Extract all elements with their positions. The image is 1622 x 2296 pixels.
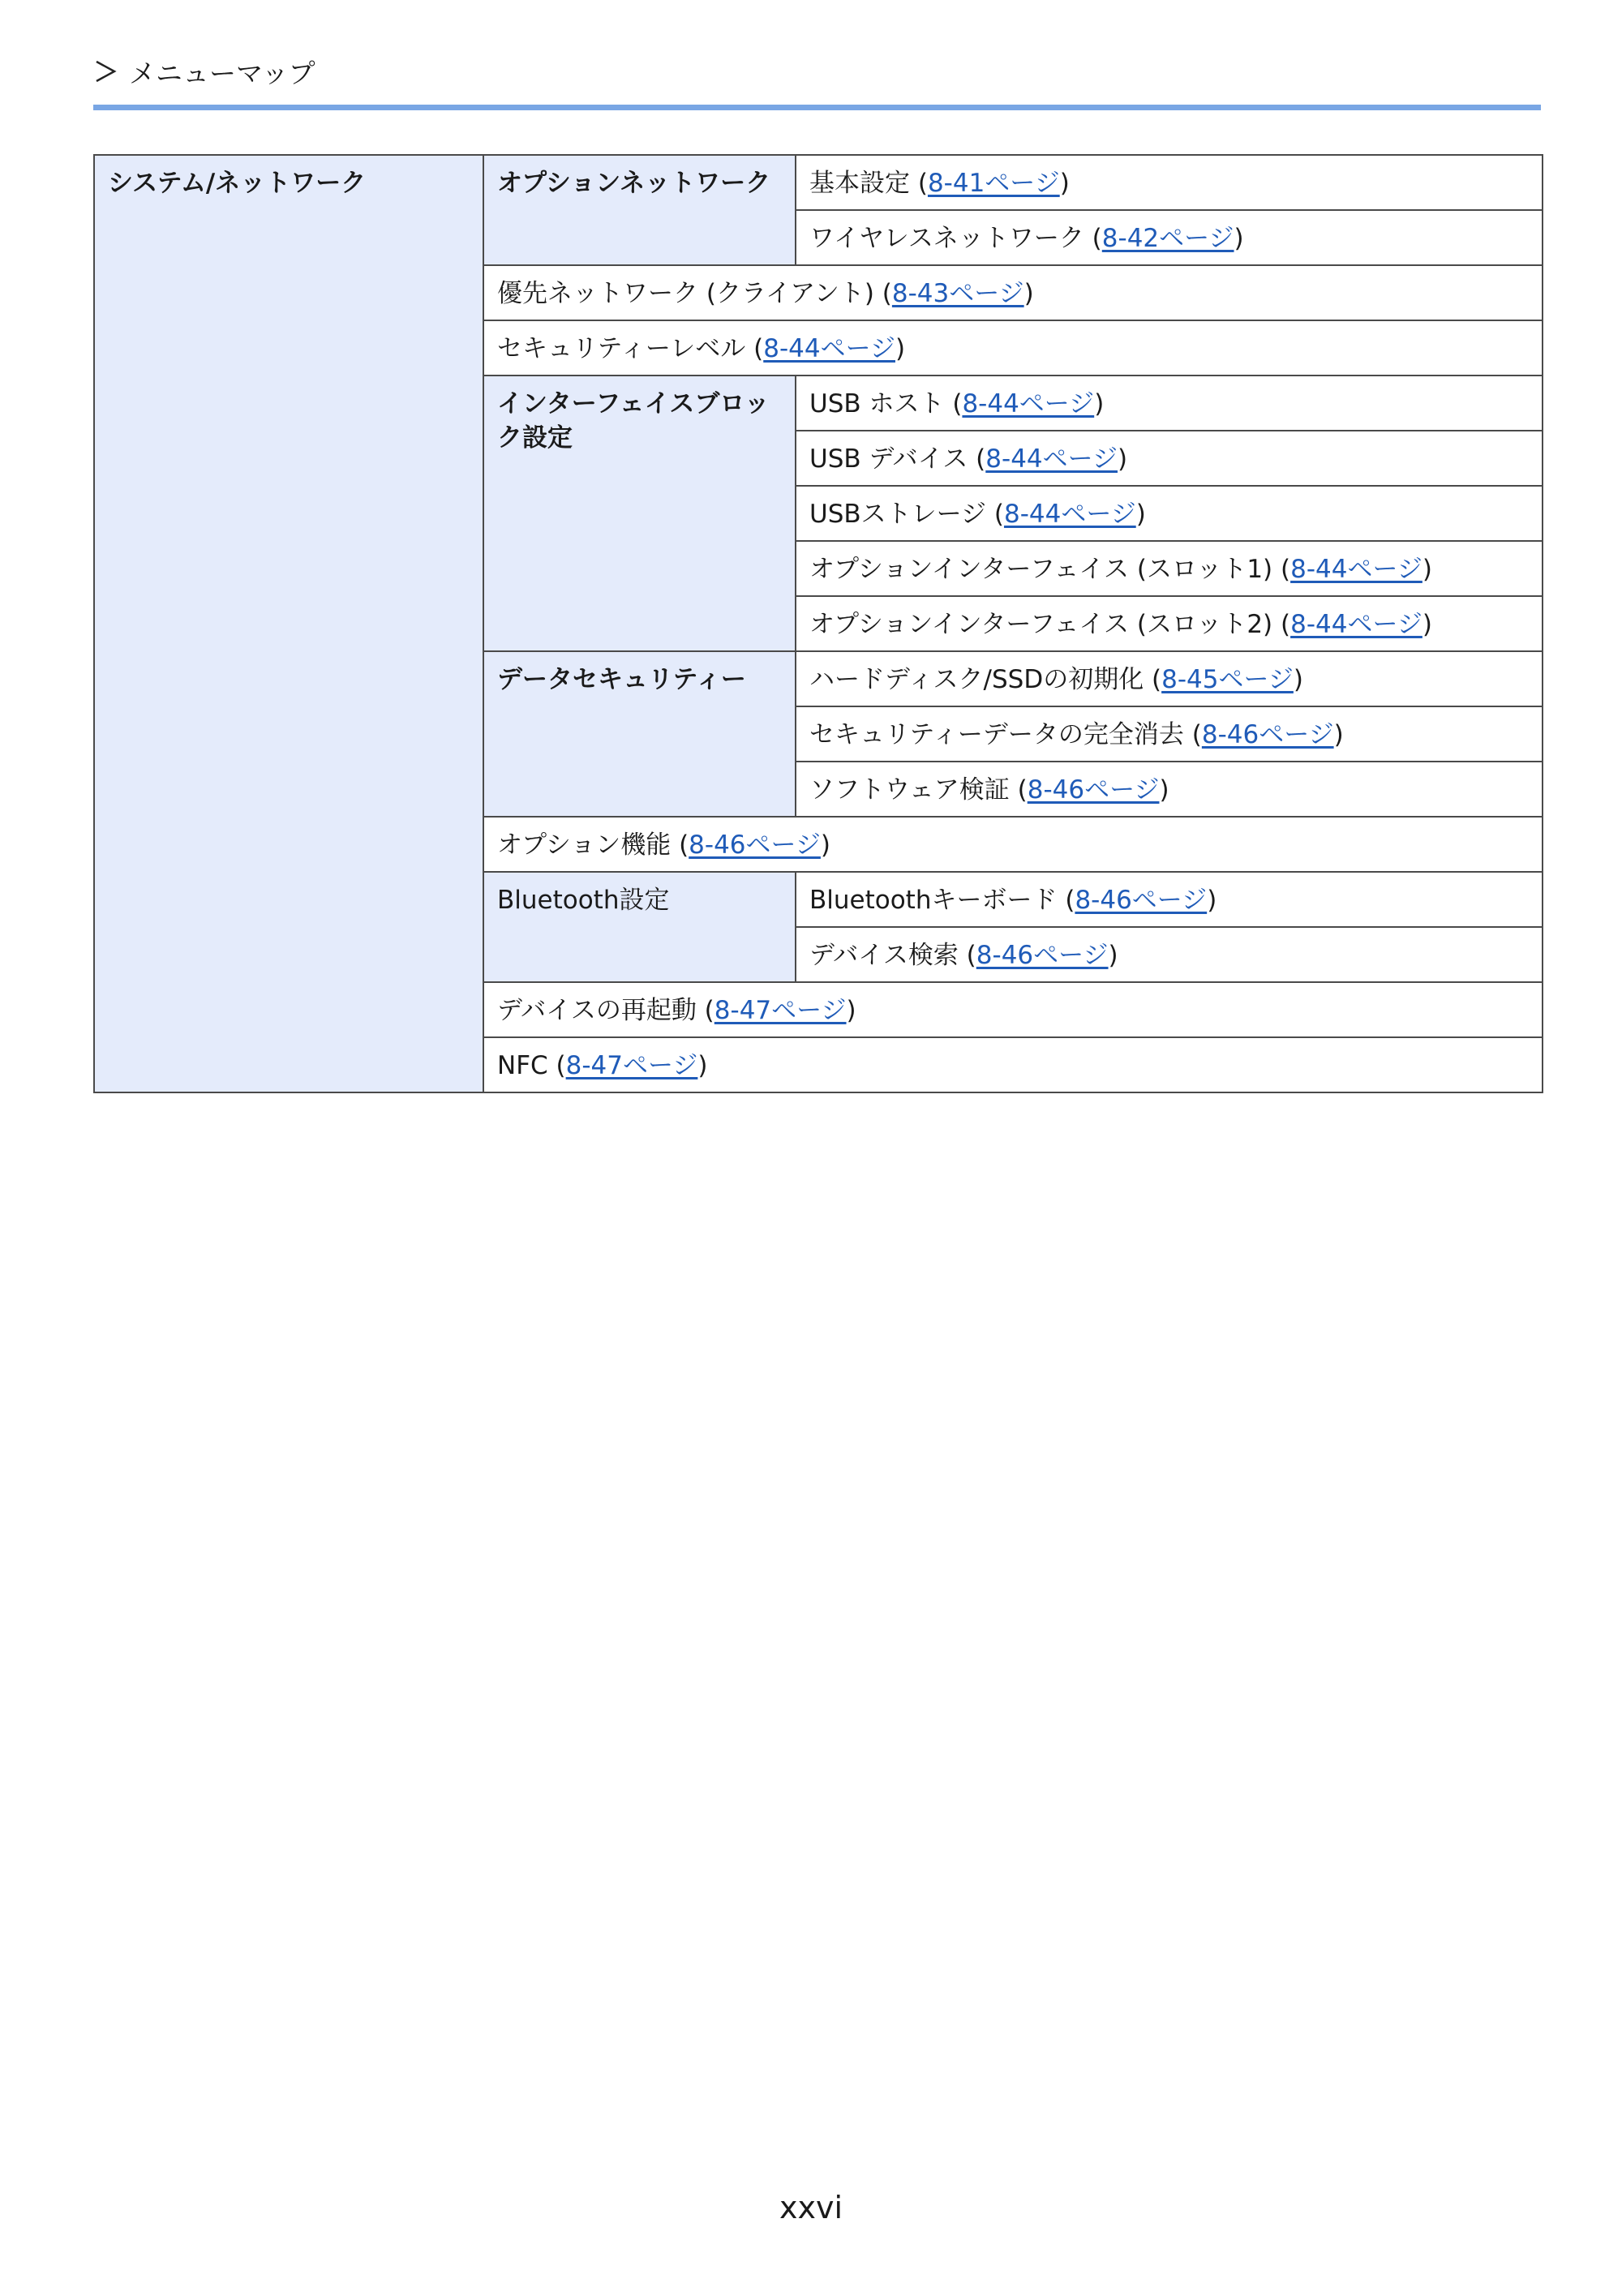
paren-close: ) (820, 830, 831, 860)
page-ref-link[interactable]: 8-44ページ (1003, 500, 1136, 529)
breadcrumb (93, 52, 315, 91)
page-ref-link[interactable]: 8-44ページ (985, 444, 1118, 474)
page-ref-link[interactable]: 8-47ページ (714, 996, 847, 1025)
menu-item-label: セキュリティーレベル ( (497, 334, 764, 363)
menu-item-cell (483, 1037, 1543, 1092)
page-ref-link[interactable]: 8-44ページ (1290, 610, 1422, 639)
menu-item-label: USB デバイス ( (809, 444, 986, 474)
page-ref-link[interactable]: 8-44ページ (1290, 555, 1422, 584)
paren-close: ) (1422, 610, 1432, 639)
menu-item-label: ソフトウェア検証 ( (809, 775, 1028, 805)
menu-item-cell (796, 155, 1543, 210)
page-ref-link[interactable]: 8-47ページ (565, 1051, 698, 1080)
menu-item-cell (796, 596, 1543, 651)
menu-item-label: Bluetoothキーボード ( (809, 886, 1075, 915)
paren-close: ) (1118, 444, 1128, 474)
paren-close: ) (1094, 389, 1105, 418)
breadcrumb-label: メニューマップ (129, 57, 315, 89)
menu-item-cell (796, 210, 1543, 265)
menu-item-cell (796, 872, 1543, 927)
group-cell (483, 872, 796, 982)
group-cell (483, 651, 796, 817)
menu-item-cell (483, 817, 1543, 872)
page-ref-link[interactable]: 8-46ページ (976, 941, 1109, 970)
paren-close: ) (1135, 500, 1146, 529)
menu-item-label: オプション機能 ( (497, 830, 689, 860)
menu-item-label: ハードディスク/SSDの初期化 ( (809, 665, 1162, 694)
paren-close: ) (1234, 224, 1244, 253)
group-label: Bluetooth設定 (497, 886, 670, 915)
menu-item-label: NFC ( (497, 1051, 566, 1080)
paren-close: ) (1333, 720, 1344, 749)
category-label: システム/ネットワーク (108, 169, 367, 198)
header-divider (93, 105, 1541, 110)
table-row (94, 155, 1543, 210)
menu-item-cell (796, 431, 1543, 486)
paren-close: ) (1108, 941, 1118, 970)
menu-item-label: USBストレージ ( (809, 500, 1004, 529)
menu-item-label: セキュリティーデータの完全消去 ( (809, 720, 1202, 749)
category-cell (94, 155, 483, 1092)
menu-item-label: オプションインターフェイス (スロット1) ( (809, 555, 1291, 584)
paren-close: ) (1059, 169, 1070, 198)
page-ref-link[interactable]: 8-46ページ (1027, 775, 1160, 805)
menu-item-cell (483, 265, 1543, 320)
page-ref-link[interactable]: 8-43ページ (891, 279, 1024, 308)
menu-item-cell (796, 541, 1543, 596)
page-number: xxvi (779, 2190, 843, 2225)
menu-item-label: デバイスの再起動 ( (497, 996, 714, 1025)
menu-item-cell (796, 376, 1543, 431)
page-ref-link[interactable]: 8-45ページ (1161, 665, 1294, 694)
menu-item-cell (796, 486, 1543, 541)
menu-item-cell (483, 320, 1543, 376)
chevron-right-icon (93, 59, 118, 84)
group-label: オプションネットワーク (497, 169, 771, 198)
paren-close: ) (895, 334, 906, 363)
menu-item-label: デバイス検索 ( (809, 941, 976, 970)
group-cell (483, 376, 796, 651)
group-label: インターフェイスブロック設定 (497, 389, 770, 453)
paren-close: ) (697, 1051, 708, 1080)
page-ref-link[interactable]: 8-42ページ (1101, 224, 1234, 253)
menu-item-label: USB ホスト ( (809, 389, 963, 418)
paren-close: ) (1159, 775, 1169, 805)
menu-map-table (93, 154, 1543, 1093)
menu-item-label: 優先ネットワーク (クライアント) ( (497, 279, 892, 308)
paren-close: ) (1207, 886, 1217, 915)
page-ref-link[interactable]: 8-46ページ (1075, 886, 1208, 915)
group-label: データセキュリティー (497, 665, 746, 694)
paren-close: ) (1023, 279, 1034, 308)
menu-item-label: 基本設定 ( (809, 169, 928, 198)
menu-item-label: ワイヤレスネットワーク ( (809, 224, 1102, 253)
page-ref-link[interactable]: 8-44ページ (962, 389, 1095, 418)
menu-item-cell (796, 706, 1543, 762)
page-ref-link[interactable]: 8-46ページ (689, 830, 821, 860)
menu-item-cell (796, 927, 1543, 982)
menu-item-cell (796, 762, 1543, 817)
paren-close: ) (1293, 665, 1303, 694)
paren-close: ) (846, 996, 856, 1025)
page-ref-link[interactable]: 8-44ページ (763, 334, 895, 363)
menu-item-cell (483, 982, 1543, 1037)
page-ref-link[interactable]: 8-41ページ (927, 169, 1060, 198)
page-ref-link[interactable]: 8-46ページ (1201, 720, 1334, 749)
menu-item-cell (796, 651, 1543, 706)
paren-close: ) (1422, 555, 1432, 584)
menu-item-label: オプションインターフェイス (スロット2) ( (809, 610, 1291, 639)
group-cell (483, 155, 796, 265)
